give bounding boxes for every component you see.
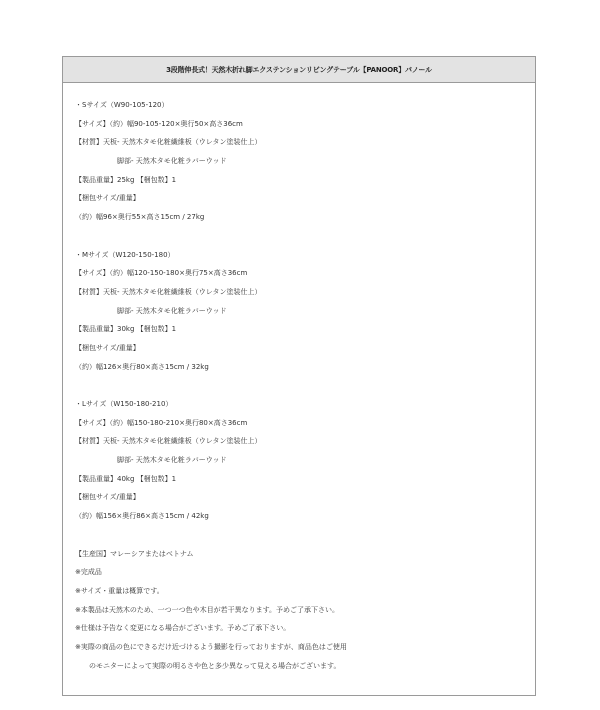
size-m-material-top: 【材質】天板- 天然木タモ化粧繊維板（ウレタン塗装仕上） (75, 287, 262, 296)
note-color-continued: のモニターによって実際の明るさや色と多少異なって見える場合がございます。 (89, 661, 341, 670)
note-spec-change: ※仕様は予告なく変更になる場合がございます。予めご了承下さい。 (75, 624, 291, 633)
size-s-heading: ・Sサイズ（W90-105-120） (75, 101, 169, 109)
size-m-package: （約）幅126×奥行80×高さ15cm / 32kg (75, 362, 209, 371)
spacer (75, 376, 535, 395)
size-l-dimensions: 【サイズ】（約）幅150-180-210×奥行80×高さ36cm (75, 418, 248, 427)
size-s-dimensions: 【サイズ】（約）幅90-105-120×奥行50×高さ36cm (75, 119, 243, 128)
spacer (75, 526, 535, 545)
size-l-heading: ・Lサイズ（W150-180-210） (75, 400, 173, 408)
size-l-weight: 【製品重量】40kg 【梱包数】1 (75, 474, 177, 483)
spacer (75, 227, 535, 246)
note-natural-wood: ※本製品は天然木のため、一つ一つ色や木目が若干異なります。予めご了承下さい。 (75, 605, 340, 614)
size-l-material-top: 【材質】天板- 天然木タモ化粧繊維板（ウレタン塗装仕上） (75, 437, 262, 446)
size-s-package: （約）幅96×奥行55×高さ15cm / 27kg (75, 213, 205, 222)
size-s-material-top: 【材質】天板- 天然木タモ化粧繊維板（ウレタン塗装仕上） (75, 138, 262, 147)
size-m-material-leg: 脚部- 天然木タモ化粧ラバーウッド (117, 306, 227, 315)
spec-title: 3段階伸長式！天然木折れ脚エクステンションリビングテーブル【PANOOR】パノール (63, 57, 535, 83)
note-assembled: ※完成品 (75, 568, 102, 577)
size-s-material-leg: 脚部- 天然木タモ化粧ラバーウッド (117, 157, 227, 166)
origin-country: 【生産国】マレーシアまたはベトナム (75, 549, 194, 558)
size-s-weight: 【製品重量】25kg 【梱包数】1 (75, 175, 177, 184)
spec-body (63, 83, 535, 675)
size-s-package-label: 【梱包サイズ/重量】 (75, 194, 140, 203)
size-m-package-label: 【梱包サイズ/重量】 (75, 343, 140, 352)
spec-box (62, 56, 536, 696)
size-m-heading: ・Mサイズ（W120-150-180） (75, 250, 175, 259)
size-l-package: （約）幅156×奥行86×高さ15cm / 42kg (75, 512, 209, 521)
size-l-material-leg: 脚部- 天然木タモ化粧ラバーウッド (117, 456, 227, 465)
size-l-package-label: 【梱包サイズ/重量】 (75, 493, 140, 502)
note-color: ※実際の商品の色にできるだけ近づけるよう撮影を行っておりますが、商品色はご使用 (75, 642, 347, 651)
size-m-dimensions: 【サイズ】（約）幅120-150-180×奥行75×高さ36cm (75, 269, 248, 278)
note-approximate: ※サイズ・重量は概算です。 (75, 586, 164, 595)
size-m-weight: 【製品重量】30kg 【梱包数】1 (75, 325, 177, 334)
